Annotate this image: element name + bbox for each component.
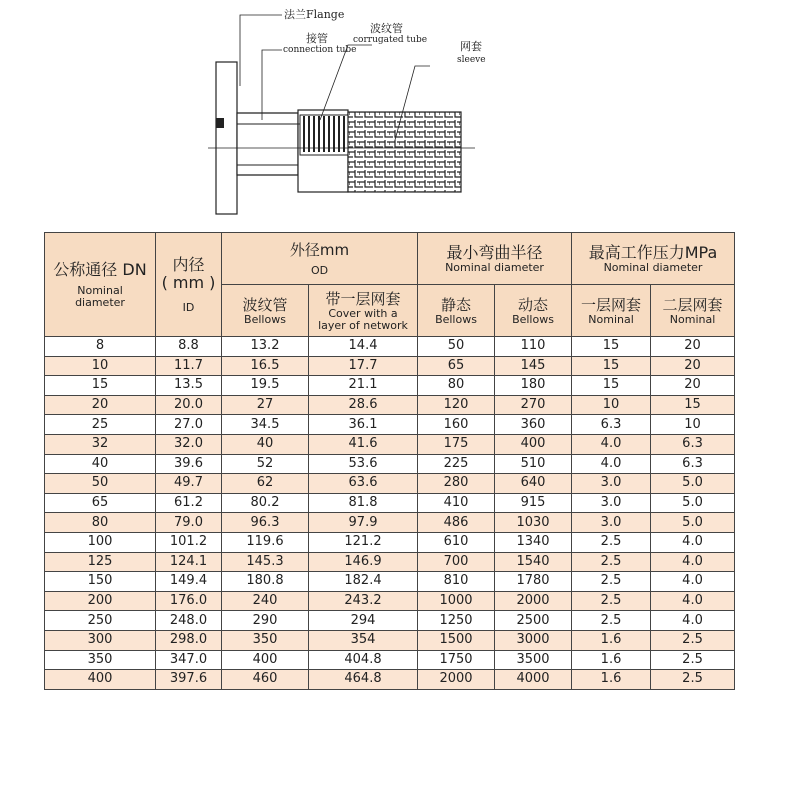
- table-cell: 10: [651, 415, 735, 435]
- table-cell: 6.3: [651, 434, 735, 454]
- table-cell: 2.5: [572, 572, 651, 592]
- table-cell: 4.0: [572, 454, 651, 474]
- table-cell: 32.0: [156, 434, 222, 454]
- table-cell: 50: [45, 474, 156, 494]
- table-cell: 225: [418, 454, 495, 474]
- table-cell: 20: [651, 356, 735, 376]
- table-cell: 20: [651, 376, 735, 396]
- header-nominal-diameter: 公称通径 DN Nominal diameter: [45, 233, 156, 337]
- table-cell: 180: [495, 376, 572, 396]
- table-cell: 2.5: [651, 630, 735, 650]
- table-cell: 65: [45, 493, 156, 513]
- table-cell: 96.3: [222, 513, 309, 533]
- table-cell: 1540: [495, 552, 572, 572]
- table-cell: 1250: [418, 611, 495, 631]
- table-cell: 1340: [495, 532, 572, 552]
- table-cell: 2.5: [572, 611, 651, 631]
- table-cell: 17.7: [309, 356, 418, 376]
- table-cell: 2.5: [572, 591, 651, 611]
- table-row: [45, 513, 735, 533]
- table-cell: 32: [45, 434, 156, 454]
- table-cell: 4.0: [651, 532, 735, 552]
- table-row: [45, 415, 735, 435]
- table-cell: 40: [222, 434, 309, 454]
- table-cell: 2.5: [651, 650, 735, 670]
- hose-assembly-diagram: [0, 0, 800, 230]
- header-dynamic: 动态 Bellows: [495, 285, 572, 337]
- table-cell: 404.8: [309, 650, 418, 670]
- table-cell: 1.6: [572, 630, 651, 650]
- table-cell: 400: [45, 670, 156, 690]
- header-max-working-pressure: 最高工作压力MPa Nominal diameter: [572, 233, 735, 285]
- corrugated-zh-label: 波纹管: [370, 22, 403, 35]
- header-bellows-od: 波纹管 Bellows: [222, 285, 309, 337]
- connection-tube-zh-label: 接管: [306, 32, 328, 45]
- table-cell: 100: [45, 532, 156, 552]
- table-cell: 460: [222, 670, 309, 690]
- table-cell: 610: [418, 532, 495, 552]
- table-cell: 1.6: [572, 670, 651, 690]
- table-cell: 180.8: [222, 572, 309, 592]
- table-cell: 350: [222, 630, 309, 650]
- table-cell: 15: [651, 395, 735, 415]
- table-cell: 40: [45, 454, 156, 474]
- table-cell: 15: [45, 376, 156, 396]
- table-cell: 16.5: [222, 356, 309, 376]
- table-cell: 10: [45, 356, 156, 376]
- table-cell: 2000: [495, 591, 572, 611]
- table-cell: 354: [309, 630, 418, 650]
- table-cell: 14.4: [309, 337, 418, 357]
- table-cell: 176.0: [156, 591, 222, 611]
- table-row: [45, 337, 735, 357]
- table-cell: 1.6: [572, 650, 651, 670]
- table-cell: 290: [222, 611, 309, 631]
- table-cell: 1000: [418, 591, 495, 611]
- table-cell: 350: [45, 650, 156, 670]
- table-cell: 27: [222, 395, 309, 415]
- table-cell: 145: [495, 356, 572, 376]
- table-cell: 80.2: [222, 493, 309, 513]
- table-cell: 1500: [418, 630, 495, 650]
- table-cell: 39.6: [156, 454, 222, 474]
- table-cell: 3.0: [572, 513, 651, 533]
- table-cell: 2.5: [572, 552, 651, 572]
- table-row: [45, 611, 735, 631]
- table-cell: 2000: [418, 670, 495, 690]
- table-body: [45, 337, 735, 690]
- table-cell: 15: [572, 356, 651, 376]
- table-cell: 80: [45, 513, 156, 533]
- table-cell: 50: [418, 337, 495, 357]
- sleeve-zh-label: 网套: [460, 40, 482, 53]
- table-cell: 3.0: [572, 493, 651, 513]
- table-cell: 464.8: [309, 670, 418, 690]
- table-cell: 25: [45, 415, 156, 435]
- table-cell: 4.0: [651, 552, 735, 572]
- table-cell: 510: [495, 454, 572, 474]
- table-cell: 4000: [495, 670, 572, 690]
- table-cell: 81.8: [309, 493, 418, 513]
- table-cell: 280: [418, 474, 495, 494]
- table-cell: 20: [651, 337, 735, 357]
- table-cell: 119.6: [222, 532, 309, 552]
- table-cell: 80: [418, 376, 495, 396]
- table-cell: 6.3: [572, 415, 651, 435]
- header-cover-od: 带一层网套 Cover with a layer of network: [309, 285, 418, 337]
- table-cell: 400: [495, 434, 572, 454]
- table-cell: 1780: [495, 572, 572, 592]
- table-cell: 200: [45, 591, 156, 611]
- table-cell: 240: [222, 591, 309, 611]
- table-cell: 34.5: [222, 415, 309, 435]
- table-cell: 20: [45, 395, 156, 415]
- table-cell: 397.6: [156, 670, 222, 690]
- table-cell: 3.0: [572, 474, 651, 494]
- table-cell: 640: [495, 474, 572, 494]
- table-cell: 11.7: [156, 356, 222, 376]
- table-cell: 5.0: [651, 493, 735, 513]
- table-cell: 298.0: [156, 630, 222, 650]
- table-row: [45, 395, 735, 415]
- table-cell: 146.9: [309, 552, 418, 572]
- table-cell: 101.2: [156, 532, 222, 552]
- table-row: [45, 572, 735, 592]
- table-cell: 2.5: [572, 532, 651, 552]
- table-row: [45, 650, 735, 670]
- table-row: [45, 552, 735, 572]
- table-cell: 400: [222, 650, 309, 670]
- table-cell: 6.3: [651, 454, 735, 474]
- table-row: [45, 434, 735, 454]
- table-cell: 62: [222, 474, 309, 494]
- table-cell: 53.6: [309, 454, 418, 474]
- table-cell: 700: [418, 552, 495, 572]
- table-cell: 4.0: [651, 591, 735, 611]
- table-cell: 65: [418, 356, 495, 376]
- connection-tube-en-label: connection tube: [283, 45, 357, 55]
- table-row: [45, 532, 735, 552]
- table-cell: 8: [45, 337, 156, 357]
- table-row: [45, 670, 735, 690]
- table-cell: 4.0: [651, 572, 735, 592]
- table-cell: 36.1: [309, 415, 418, 435]
- table-cell: 360: [495, 415, 572, 435]
- sleeve-shape: [348, 112, 461, 192]
- table-cell: 160: [418, 415, 495, 435]
- flange-label: 法兰Flange: [284, 8, 345, 21]
- table-cell: 347.0: [156, 650, 222, 670]
- table-cell: 1030: [495, 513, 572, 533]
- table-cell: 13.5: [156, 376, 222, 396]
- table-cell: 3000: [495, 630, 572, 650]
- table-cell: 248.0: [156, 611, 222, 631]
- table-row: [45, 376, 735, 396]
- table-cell: 410: [418, 493, 495, 513]
- table-cell: 270: [495, 395, 572, 415]
- table-cell: 20.0: [156, 395, 222, 415]
- table-cell: 294: [309, 611, 418, 631]
- table-cell: 915: [495, 493, 572, 513]
- specification-table: [44, 232, 735, 690]
- header-two-layer: 二层网套 Nominal: [651, 285, 735, 337]
- table-cell: 810: [418, 572, 495, 592]
- table-cell: 10: [572, 395, 651, 415]
- table-cell: 52: [222, 454, 309, 474]
- table-cell: 4.0: [651, 611, 735, 631]
- table-row: [45, 356, 735, 376]
- table-cell: 486: [418, 513, 495, 533]
- header-inner-diameter: 内径 ( mm ) ID: [156, 233, 222, 337]
- table-row: [45, 591, 735, 611]
- table-cell: 1750: [418, 650, 495, 670]
- table-cell: 27.0: [156, 415, 222, 435]
- header-min-bend-radius: 最小弯曲半径 Nominal diameter: [418, 233, 572, 285]
- table-cell: 5.0: [651, 513, 735, 533]
- table-cell: 21.1: [309, 376, 418, 396]
- table-cell: 120: [418, 395, 495, 415]
- table-cell: 3500: [495, 650, 572, 670]
- table-cell: 13.2: [222, 337, 309, 357]
- table-cell: 8.8: [156, 337, 222, 357]
- table-cell: 175: [418, 434, 495, 454]
- table-cell: 79.0: [156, 513, 222, 533]
- header-outer-diameter: 外径mm OD: [222, 233, 418, 285]
- table-cell: 124.1: [156, 552, 222, 572]
- header-one-layer: 一层网套 Nominal: [572, 285, 651, 337]
- table-row: [45, 630, 735, 650]
- table-cell: 15: [572, 376, 651, 396]
- table-cell: 243.2: [309, 591, 418, 611]
- table-cell: 145.3: [222, 552, 309, 572]
- table-cell: 125: [45, 552, 156, 572]
- table-cell: 121.2: [309, 532, 418, 552]
- table-cell: 49.7: [156, 474, 222, 494]
- table-cell: 2.5: [651, 670, 735, 690]
- table-row: [45, 474, 735, 494]
- table-cell: 97.9: [309, 513, 418, 533]
- table-row: [45, 454, 735, 474]
- table-cell: 41.6: [309, 434, 418, 454]
- table-cell: 5.0: [651, 474, 735, 494]
- table-cell: 149.4: [156, 572, 222, 592]
- table-cell: 4.0: [572, 434, 651, 454]
- table-cell: 63.6: [309, 474, 418, 494]
- table-cell: 19.5: [222, 376, 309, 396]
- table-cell: 110: [495, 337, 572, 357]
- corrugated-tube-shape: [300, 115, 348, 155]
- flange-shape: [216, 62, 237, 214]
- table-cell: 182.4: [309, 572, 418, 592]
- table-cell: 28.6: [309, 395, 418, 415]
- table-cell: 250: [45, 611, 156, 631]
- table-row: [45, 493, 735, 513]
- table-cell: 2500: [495, 611, 572, 631]
- corrugated-en-label: corrugated tube: [353, 35, 428, 45]
- header-static: 静态 Bellows: [418, 285, 495, 337]
- table-cell: 150: [45, 572, 156, 592]
- table-cell: 300: [45, 630, 156, 650]
- table-cell: 15: [572, 337, 651, 357]
- sleeve-en-label: sleeve: [457, 55, 486, 65]
- table-cell: 61.2: [156, 493, 222, 513]
